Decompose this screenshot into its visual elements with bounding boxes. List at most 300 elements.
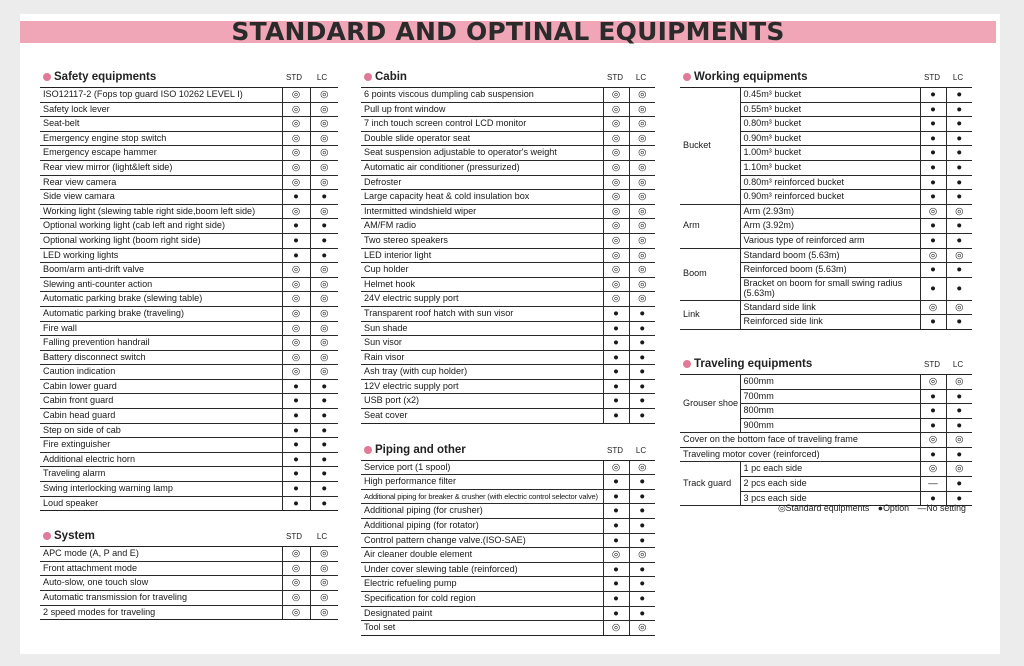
lc-mark: ● [310, 190, 338, 205]
lc-header: LC [635, 73, 647, 82]
std-mark: ● [920, 447, 946, 462]
std-mark: ◎ [282, 204, 310, 219]
cabin-table [361, 87, 655, 424]
section-header-traveling [680, 357, 972, 371]
item-name: 24V electric supply port [361, 292, 603, 307]
std-mark: ● [603, 350, 629, 365]
item-name: Helmet hook [361, 277, 603, 292]
std-mark: ◎ [603, 548, 629, 563]
table-row [40, 591, 338, 606]
lc-mark: ◎ [310, 131, 338, 146]
table-row [361, 175, 655, 190]
table-row [680, 88, 972, 103]
item-name: Double slide operator seat [361, 131, 603, 146]
std-mark: ● [920, 263, 946, 278]
item-name: Air cleaner double element [361, 548, 603, 563]
std-mark: ◎ [920, 248, 946, 263]
std-mark: ◎ [603, 277, 629, 292]
std-mark: ● [920, 233, 946, 248]
std-mark: ● [920, 219, 946, 234]
legend-standard: ◎Standard equipments [778, 503, 870, 513]
table-row [361, 233, 655, 248]
table-row [361, 219, 655, 234]
std-mark: ● [603, 577, 629, 592]
lc-mark: ● [946, 219, 972, 234]
std-mark: ◎ [920, 433, 946, 448]
item-name: Sun shade [361, 321, 603, 336]
std-mark: ◎ [603, 190, 629, 205]
std-mark: ● [920, 146, 946, 161]
lc-mark: ● [310, 423, 338, 438]
std-mark: ● [282, 467, 310, 482]
table-row [40, 438, 338, 453]
std-mark: ◎ [282, 292, 310, 307]
lc-mark: ● [946, 447, 972, 462]
table-row [40, 496, 338, 511]
item-name: Safety lock lever [40, 102, 282, 117]
section-header-cabin [361, 70, 655, 84]
table-row [680, 204, 972, 219]
item-name: Step on side of cab [40, 423, 282, 438]
item-name: 7 inch touch screen control LCD monitor [361, 117, 603, 132]
item-name: Traveling motor cover (reinforced) [680, 447, 920, 462]
item-name: Automatic air conditioner (pressurized) [361, 160, 603, 175]
lc-mark: ● [629, 306, 655, 321]
item-name: Tool set [361, 621, 603, 636]
item-name: Defroster [361, 175, 603, 190]
table-row [361, 146, 655, 161]
item-name: Transparent roof hatch with sun visor [361, 306, 603, 321]
legend-no-setting: —No setting [917, 503, 966, 513]
table-row [361, 131, 655, 146]
lc-mark: ● [946, 315, 972, 330]
table-row [40, 350, 338, 365]
table-row [361, 475, 655, 490]
lc-mark: ● [946, 102, 972, 117]
lc-mark: ● [946, 146, 972, 161]
item-name: Reinforced boom (5.63m) [740, 263, 920, 278]
std-mark: ◎ [282, 605, 310, 620]
item-name: 1.00m³ bucket [740, 146, 920, 161]
lc-mark: ◎ [946, 433, 972, 448]
lc-mark: ◎ [310, 321, 338, 336]
table-row [40, 547, 338, 562]
table-row [40, 160, 338, 175]
std-mark: ◎ [920, 462, 946, 477]
lc-mark: ◎ [629, 248, 655, 263]
lc-mark: ● [629, 577, 655, 592]
std-mark: ● [920, 131, 946, 146]
item-name: Ash tray (with cup holder) [361, 365, 603, 380]
item-name: 800mm [740, 404, 920, 419]
item-name: Arm (3.92m) [740, 219, 920, 234]
item-name: 0.90m³ reinforced bucket [740, 190, 920, 205]
item-name: Seat suspension adjustable to operator's weight [361, 146, 603, 161]
lc-mark: ● [310, 467, 338, 482]
item-name: 700mm [740, 389, 920, 404]
legend-option: ●Option [877, 503, 909, 513]
lc-mark: ● [946, 131, 972, 146]
std-mark: ◎ [282, 561, 310, 576]
std-mark: ● [603, 336, 629, 351]
table-row [40, 576, 338, 591]
item-name: Cabin lower guard [40, 379, 282, 394]
lc-mark: ● [946, 88, 972, 103]
lc-mark: ● [310, 452, 338, 467]
legend [778, 503, 972, 514]
item-name: Intermitted windshield wiper [361, 204, 603, 219]
std-mark: ● [282, 219, 310, 234]
table-row [361, 117, 655, 132]
item-name: LED interior light [361, 248, 603, 263]
std-mark: ◎ [282, 277, 310, 292]
std-mark: ◎ [603, 204, 629, 219]
std-mark: ● [920, 277, 946, 300]
item-name: LED working lights [40, 248, 282, 263]
std-mark: ◎ [282, 365, 310, 380]
section-header-piping [361, 443, 655, 457]
bullet-icon [43, 73, 51, 81]
std-mark: ● [920, 160, 946, 175]
table-row [361, 379, 655, 394]
section-title: Safety equipments [54, 71, 157, 83]
std-mark: ● [603, 394, 629, 409]
lc-mark: ● [629, 350, 655, 365]
std-mark: ◎ [282, 336, 310, 351]
lc-mark: ◎ [629, 131, 655, 146]
std-mark: ● [920, 117, 946, 132]
item-name: 2 pcs each side [740, 477, 920, 492]
table-row [40, 131, 338, 146]
lc-mark: ◎ [946, 300, 972, 315]
lc-mark: ◎ [310, 547, 338, 562]
table-row [40, 561, 338, 576]
std-mark: ◎ [603, 160, 629, 175]
std-mark: ◎ [282, 160, 310, 175]
item-name: Auto-slow, one touch slow [40, 576, 282, 591]
table-row [40, 394, 338, 409]
item-name: 600mm [740, 374, 920, 389]
std-mark: ● [920, 491, 946, 506]
std-mark: ◎ [603, 292, 629, 307]
lc-mark: ◎ [310, 117, 338, 132]
lc-header: LC [952, 359, 964, 369]
lc-mark: ◎ [310, 591, 338, 606]
lc-mark: ◎ [310, 576, 338, 591]
item-name: Control pattern change valve.(ISO-SAE) [361, 533, 603, 548]
std-mark: ● [603, 592, 629, 607]
lc-mark: ● [629, 475, 655, 490]
lc-mark: ◎ [310, 306, 338, 321]
table-row [361, 160, 655, 175]
item-name: Seat cover [361, 409, 603, 424]
std-mark: ◎ [282, 591, 310, 606]
lc-header: LC [316, 73, 328, 82]
section-header-working [680, 70, 972, 84]
lc-mark: ◎ [310, 365, 338, 380]
traveling-table [680, 374, 972, 506]
std-mark: ◎ [282, 263, 310, 278]
std-mark: — [920, 477, 946, 492]
table-row [40, 482, 338, 497]
item-name: 0.45m³ bucket [740, 88, 920, 103]
std-header: STD [286, 532, 302, 542]
lc-mark: ◎ [946, 248, 972, 263]
lc-mark: ◎ [310, 292, 338, 307]
lc-mark: ● [946, 190, 972, 205]
group-label: Link [680, 300, 740, 329]
std-mark: ◎ [920, 300, 946, 315]
std-mark: ◎ [603, 102, 629, 117]
std-mark: ◎ [603, 131, 629, 146]
std-header: STD [286, 73, 302, 82]
lc-mark: ◎ [629, 460, 655, 475]
item-name: 0.90m³ bucket [740, 131, 920, 146]
lc-mark: ◎ [310, 336, 338, 351]
item-name: Reinforced side link [740, 315, 920, 330]
working-table [680, 87, 972, 330]
item-name: Additional electric horn [40, 452, 282, 467]
std-mark: ◎ [603, 263, 629, 278]
item-name: Service port (1 spool) [361, 460, 603, 475]
item-name: 1.10m³ bucket [740, 160, 920, 175]
table-row [361, 292, 655, 307]
group-label: Grouser shoe [680, 374, 740, 432]
item-name: Seat-belt [40, 117, 282, 132]
std-mark: ◎ [282, 321, 310, 336]
item-name: 12V electric supply port [361, 379, 603, 394]
section-title: Working equipments [694, 71, 808, 83]
item-name: Loud speaker [40, 496, 282, 511]
table-row [680, 374, 972, 389]
item-name: Additional piping (for crusher) [361, 504, 603, 519]
item-name: AM/FM radio [361, 219, 603, 234]
std-mark: ● [603, 365, 629, 380]
std-mark: ◎ [603, 175, 629, 190]
table-row [361, 504, 655, 519]
std-mark: ◎ [282, 102, 310, 117]
lc-mark: ◎ [629, 548, 655, 563]
lc-mark: ● [629, 336, 655, 351]
table-row [361, 88, 655, 103]
lc-mark: ● [310, 496, 338, 511]
safety-table [40, 87, 338, 511]
std-header: STD [607, 445, 623, 455]
item-name: USB port (x2) [361, 394, 603, 409]
std-mark: ● [282, 233, 310, 248]
lc-mark: ● [310, 233, 338, 248]
item-name: Fire extinguisher [40, 438, 282, 453]
item-name: Front attachment mode [40, 561, 282, 576]
table-row [361, 621, 655, 636]
table-row [40, 321, 338, 336]
item-name: Battery disconnect switch [40, 350, 282, 365]
lc-header: LC [316, 532, 328, 542]
item-name: 2 speed modes for traveling [40, 605, 282, 620]
section-title: Traveling equipments [694, 357, 813, 370]
std-mark: ● [282, 248, 310, 263]
table-row [361, 306, 655, 321]
std-mark: ● [920, 190, 946, 205]
std-mark: ● [282, 423, 310, 438]
system-table [40, 546, 338, 620]
table-row [361, 592, 655, 607]
table-row [680, 462, 972, 477]
std-mark: ◎ [603, 460, 629, 475]
table-row [361, 190, 655, 205]
table-row [680, 248, 972, 263]
lc-mark: ◎ [946, 204, 972, 219]
lc-mark: ◎ [310, 146, 338, 161]
table-row [361, 102, 655, 117]
std-mark: ● [282, 452, 310, 467]
item-name: Swing interlocking warning lamp [40, 482, 282, 497]
std-mark: ● [920, 102, 946, 117]
table-row [40, 452, 338, 467]
std-mark: ● [603, 306, 629, 321]
item-name: Rain visor [361, 350, 603, 365]
table-row [361, 548, 655, 563]
lc-mark: ◎ [310, 102, 338, 117]
lc-mark: ● [629, 519, 655, 534]
lc-mark: ◎ [310, 160, 338, 175]
item-name: ISO12117-2 (Fops top guard ISO 10262 LEVEL Ⅰ) [40, 88, 282, 103]
lc-header: LC [635, 445, 647, 455]
item-name: Falling prevention handrail [40, 336, 282, 351]
item-name: 0.55m³ bucket [740, 102, 920, 117]
lc-mark: ◎ [310, 263, 338, 278]
item-name: Emergency escape hammer [40, 146, 282, 161]
group-label: Bucket [680, 88, 740, 205]
page-title: STANDARD AND OPTINAL EQUIPMENTS [231, 17, 785, 46]
item-name: Two stereo speakers [361, 233, 603, 248]
lc-mark: ● [310, 482, 338, 497]
item-name: Designated paint [361, 606, 603, 621]
bullet-icon [364, 73, 372, 81]
table-row [40, 409, 338, 424]
table-row [40, 204, 338, 219]
std-mark: ◎ [282, 175, 310, 190]
item-name: 0.80m³ bucket [740, 117, 920, 132]
lc-mark: ◎ [629, 263, 655, 278]
table-row [40, 248, 338, 263]
item-name: Large capacity heat & cold insulation box [361, 190, 603, 205]
std-mark: ◎ [282, 88, 310, 103]
lc-mark: ● [946, 160, 972, 175]
table-row [40, 102, 338, 117]
lc-mark: ◎ [946, 374, 972, 389]
item-name: Bracket on boom for small swing radius (5.63m) [740, 277, 920, 300]
lc-mark: ● [946, 418, 972, 433]
lc-mark: ◎ [946, 462, 972, 477]
group-label: Track guard [680, 462, 740, 506]
table-row [680, 433, 972, 448]
section-header-safety [40, 70, 338, 84]
std-mark: ● [603, 409, 629, 424]
item-name: Automatic parking brake (slewing table) [40, 292, 282, 307]
std-mark: ● [282, 409, 310, 424]
std-mark: ◎ [603, 146, 629, 161]
lc-mark: ● [946, 263, 972, 278]
bullet-icon [683, 73, 691, 81]
table-row [361, 409, 655, 424]
lc-mark: ◎ [629, 160, 655, 175]
item-name: Electric refueling pump [361, 577, 603, 592]
table-row [361, 365, 655, 380]
lc-mark: ● [310, 409, 338, 424]
table-row [40, 467, 338, 482]
table-row [40, 233, 338, 248]
lc-mark: ◎ [629, 219, 655, 234]
lc-mark: ● [946, 477, 972, 492]
table-row [361, 394, 655, 409]
std-mark: ◎ [603, 219, 629, 234]
item-name: Automatic transmission for traveling [40, 591, 282, 606]
section-title: Cabin [375, 71, 407, 83]
std-header: STD [924, 73, 940, 82]
std-mark: ◎ [603, 248, 629, 263]
table-row [40, 306, 338, 321]
item-name: Traveling alarm [40, 467, 282, 482]
lc-mark: ◎ [629, 146, 655, 161]
item-name: Cabin front guard [40, 394, 282, 409]
item-name: 3 pcs each side [740, 491, 920, 506]
item-name: 6 points viscous dumpling cab suspension [361, 88, 603, 103]
item-name: Cover on the bottom face of traveling frame [680, 433, 920, 448]
item-name: Cabin head guard [40, 409, 282, 424]
table-row [361, 460, 655, 475]
std-mark: ● [282, 482, 310, 497]
lc-mark: ◎ [629, 88, 655, 103]
lc-mark: ● [946, 389, 972, 404]
std-mark: ● [603, 321, 629, 336]
item-name: Additional piping for breaker & crusher (with electric control selector valve) [361, 489, 603, 504]
lc-mark: ● [946, 117, 972, 132]
item-name: 1 pc each side [740, 462, 920, 477]
std-mark: ● [282, 496, 310, 511]
table-row [40, 379, 338, 394]
std-mark: ◎ [920, 204, 946, 219]
std-mark: ● [603, 533, 629, 548]
item-name: Standard boom (5.63m) [740, 248, 920, 263]
bullet-icon [683, 360, 691, 368]
lc-mark: ● [946, 404, 972, 419]
table-row [40, 336, 338, 351]
std-mark: ◎ [282, 131, 310, 146]
table-row [40, 219, 338, 234]
std-mark: ● [603, 562, 629, 577]
lc-mark: ◎ [629, 102, 655, 117]
lc-mark: ● [629, 504, 655, 519]
lc-mark: ● [629, 606, 655, 621]
lc-mark: ● [629, 533, 655, 548]
lc-mark: ● [946, 491, 972, 506]
std-mark: ● [920, 315, 946, 330]
bullet-icon [43, 532, 51, 540]
lc-mark: ◎ [310, 605, 338, 620]
std-mark: ◎ [603, 233, 629, 248]
std-mark: ● [920, 175, 946, 190]
table-row [361, 277, 655, 292]
std-mark: ◎ [282, 576, 310, 591]
table-row [40, 365, 338, 380]
table-row [361, 204, 655, 219]
table-row [361, 519, 655, 534]
std-header: STD [924, 359, 940, 369]
std-mark: ● [282, 379, 310, 394]
item-name: Cup holder [361, 263, 603, 278]
std-mark: ◎ [603, 621, 629, 636]
